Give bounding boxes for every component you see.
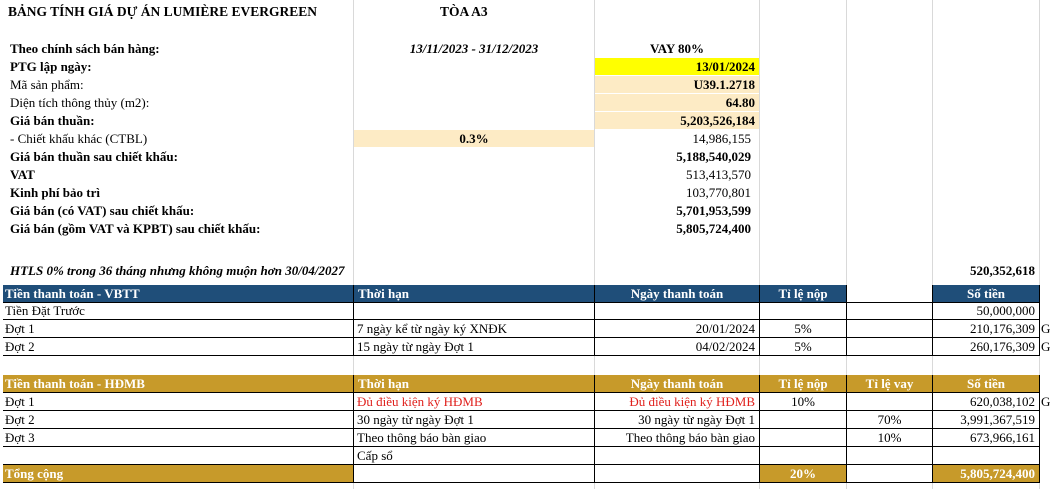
vbtt-row-rate: 5%: [794, 321, 812, 336]
after-discount-value: 5,188,540,029: [676, 149, 751, 164]
price-vat-label: Giá bán (có VAT) sau chiết khấu:: [10, 203, 195, 218]
vat-value: 513,413,570: [686, 167, 751, 182]
maintenance-label: Kinh phí bảo trì: [10, 185, 100, 200]
row-border: [3, 464, 1039, 465]
hdmb-header-term: Thời hạn: [354, 375, 594, 392]
overflow-text: G: [1041, 394, 1051, 409]
row-border: [3, 428, 1039, 429]
policy-label: Theo chính sách bán hàng:: [10, 41, 160, 56]
product-value[interactable]: U39.1.2718: [595, 76, 759, 93]
col-border: [932, 285, 933, 356]
vbtt-row-rate: 5%: [794, 339, 812, 354]
vat-label: VAT: [10, 167, 35, 182]
price-total-label: Giá bán (gồm VAT và KPBT) sau chiết khấu:: [10, 221, 261, 236]
discount-label: - Chiết khấu khác (CTBL): [10, 131, 148, 146]
hdmb-row-date: 30 ngày từ ngày Đợt 1: [638, 412, 755, 427]
vbtt-row-name: Đợt 1: [5, 321, 35, 336]
tower-label: TÒA A3: [440, 4, 488, 19]
vbtt-header-name: Tiền thanh toán - VBTT: [3, 285, 353, 302]
vbtt-header-rate: Tỉ lệ nộp: [760, 285, 846, 302]
row-border: [3, 392, 1039, 393]
row-border: [3, 410, 1039, 411]
vbtt-header-amount: Số tiền: [933, 285, 1039, 302]
net-price-label: Giá bán thuần:: [10, 113, 95, 128]
row-border: [3, 355, 1039, 356]
hdmb-row-rate: 10%: [791, 394, 815, 409]
net-price-value[interactable]: 5,203,526,184: [595, 112, 759, 129]
col-border: [1039, 285, 1040, 356]
col-border: [846, 285, 847, 356]
col-border: [594, 375, 595, 483]
hdmb-row-name: Đợt 3: [5, 430, 35, 445]
hdmb-header-date: Ngày thanh toán: [595, 375, 759, 392]
row-border: [3, 482, 1039, 483]
policy-period: 13/11/2023 - 31/12/2023: [409, 41, 539, 56]
hdmb-row-term: Đủ điều kiện ký HĐMB: [357, 394, 483, 409]
col-border: [759, 375, 760, 483]
product-label: Mã sản phẩm:: [10, 77, 84, 92]
total-rate: 20%: [760, 465, 846, 482]
price-vat-value: 5,701,953,599: [676, 203, 751, 218]
row-border: [3, 446, 1039, 447]
total-label: Tổng cộng: [3, 465, 353, 482]
hdmb-row-loan: 70%: [877, 412, 902, 427]
col-border: [846, 375, 847, 483]
hdmb-row-date: Đủ điều kiện ký HĐMB: [629, 394, 755, 409]
hdmb-row-amount: 673,966,161: [970, 430, 1035, 445]
sheet-title: BẢNG TÍNH GIÁ DỰ ÁN LUMIÈRE EVERGREEN: [8, 4, 318, 19]
vbtt-header-term: Thời hạn: [354, 285, 594, 302]
hdmb-row-term: Theo thông báo bàn giao: [357, 430, 487, 445]
vbtt-row-amount: 50,000,000: [976, 303, 1035, 318]
vbtt-row-name: Đợt 2: [5, 339, 35, 354]
hdmb-row-amount: 3,991,367,519: [960, 412, 1035, 427]
ptg-label: PTG lập ngày:: [10, 59, 92, 74]
vbtt-row-amount: 260,176,309: [970, 339, 1035, 354]
vbtt-row-name: Tiền Đặt Trước: [5, 303, 85, 318]
row-border: [3, 337, 1039, 338]
vbtt-row-term: 15 ngày từ ngày Đợt 1: [357, 339, 474, 354]
vbtt-row-amount: 210,176,309: [970, 321, 1035, 336]
col-border: [1039, 375, 1040, 483]
row-border: [3, 319, 1039, 320]
loan-label: VAY 80%: [649, 41, 705, 56]
vbtt-row-term: 7 ngày kể từ ngày ký XNĐK: [357, 321, 508, 336]
hdmb-row-term: 30 ngày từ ngày Đợt 1: [357, 412, 474, 427]
hdmb-row-term: Cấp sổ: [357, 448, 393, 463]
hdmb-header-loan: Tỉ lệ vay: [847, 375, 932, 392]
price-total-value: 5,805,724,400: [676, 221, 751, 236]
vbtt-row-date: 04/02/2024: [695, 339, 755, 354]
overflow-text: G: [1041, 321, 1051, 336]
hdmb-header-amount: Số tiền: [933, 375, 1039, 392]
hdmb-row-loan: 10%: [877, 430, 902, 445]
hdmb-header-rate: Tỉ lệ nộp: [760, 375, 846, 392]
total-amount: 5,805,724,400: [933, 465, 1039, 482]
col-border: [353, 285, 354, 356]
discount-value: 14,986,155: [692, 131, 751, 146]
maintenance-value: 103,770,801: [686, 185, 751, 200]
vbtt-row-date: 20/01/2024: [695, 321, 755, 336]
after-discount-label: Giá bán thuần sau chiết khấu:: [10, 149, 178, 164]
col-border: [932, 375, 933, 483]
hdmb-header-name: Tiền thanh toán - HĐMB: [3, 375, 353, 392]
area-label: Diện tích thông thủy (m2):: [10, 95, 150, 110]
row-border: [3, 302, 1039, 303]
htls-value: 520,352,618: [970, 263, 1035, 278]
col-border: [353, 375, 354, 483]
hdmb-row-name: Đợt 1: [5, 394, 35, 409]
hdmb-row-date: Theo thông báo bàn giao: [625, 430, 755, 445]
area-value[interactable]: 64.80: [595, 94, 759, 111]
ptg-value[interactable]: 13/01/2024: [595, 58, 759, 75]
hdmb-row-name: Đợt 2: [5, 412, 35, 427]
discount-percent[interactable]: 0.3%: [354, 130, 594, 147]
col-border: [759, 285, 760, 356]
htls-label: HTLS 0% trong 36 tháng nhưng không muộn hơn 30/04/2027: [10, 263, 345, 278]
col-border: [594, 285, 595, 356]
overflow-text: G: [1041, 339, 1051, 354]
hdmb-row-amount: 620,038,102: [970, 394, 1035, 409]
vbtt-header-date: Ngày thanh toán: [595, 285, 759, 302]
